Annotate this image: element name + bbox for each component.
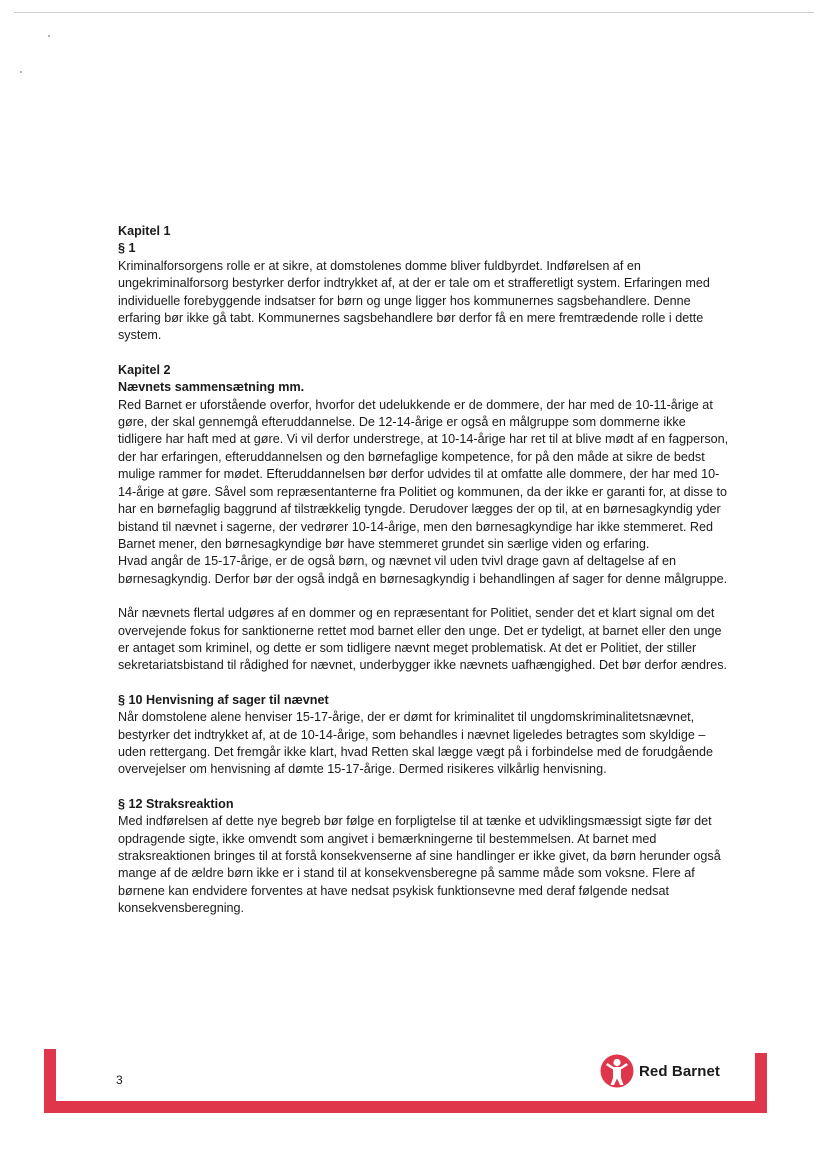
body-paragraph: Hvad angår de 15-17-årige, er de også børn, og nævnet vil uden tvivl drage gavn af deltagelse af en børnesagkyndig. Derfor bør der også indgå en børnesagkyndig i behandlingen af sager for denne målgruppe. xyxy=(118,554,728,586)
top-rule xyxy=(14,12,814,13)
red-barnet-child-icon xyxy=(599,1053,635,1089)
footer-accent-bar-bottom xyxy=(44,1101,767,1113)
body-paragraph: Kriminalforsorgens rolle er at sikre, at domstolenes domme bliver fuldbyrdet. Indførelsen af en ungekriminalforsorg bestyrker derfor indtrykket af, at der er tale om et strafferetligt system. Erfaringen med individuelle forebyggende indsatser for børn og unge ligger hos kommunernes sagsbehandlere. Denne erfaring bør ikke gå tabt. Kommunernes sagsbehandlere bør derfor få en mere fremtrædende rolle i dette system. xyxy=(118,258,710,343)
section-heading: Nævnets sammensætning mm. xyxy=(118,380,305,395)
body-paragraph: Med indførelsen af dette nye begreb bør følge en forpligtelse til at tænke et udviklingsmæssigt sigte før det opdragende sigte, ikke omvendt som angivet i bemærkningerne til bestemmelsen. At barnet med straksreaktionen bringes til at forstå konsekvenserne af sine handlinger er ikke givet, da børn herunder også mange af de ældre børn ikke er i stand til at konsekvensberegne på samme måde som voksne. Flere af børnene kan endvidere forventes at have nedsat psykisk funktionsevne med deraf følgende nedsat konsekvensberegning. xyxy=(118,814,721,916)
page-number: 3 xyxy=(116,1073,123,1087)
paragraph-heading: § 1 xyxy=(118,241,136,256)
body-paragraph: Når domstolene alene henviser 15-17-årige, der er dømt for kriminalitet til ungdomskriminalitetsnævnet, bestyrker det indtrykket af, at de 10-14-årige, som behandles i nævnet ligeledes betragtes som skyldige – uden rettergang. Det fremgår ikke klart, hvad Retten skal lægge vægt på i forbindelse med de forudgående overvejelser om henvisning af dømte 15-17-årige. Dermed risikeres vilkårlig henvisning. xyxy=(118,710,714,777)
red-barnet-logo xyxy=(599,1053,720,1089)
chapter-heading: Kapitel 2 xyxy=(118,362,171,377)
scan-speck xyxy=(48,35,50,37)
section-heading: § 10 Henvisning af sager til nævnet xyxy=(118,692,329,707)
chapter-heading: Kapitel 1 xyxy=(118,224,171,238)
logo-text: Red Barnet xyxy=(639,1062,721,1080)
document-body xyxy=(118,223,730,918)
body-paragraph: Red Barnet er uforstående overfor, hvorfor det udelukkende er de dommere, der har med de 10-11-årige at gøre, der skal gennemgå efteruddannelse. De 12-14-årige er også en målgruppe som dommerne ikke tidligere har haft med at gøre. Vi vil derfor understrege, at 10-14-årige har ret til at blive mødt af en fagperson, der har erfaringen, efteruddannelsen og den børnefaglige kompetence, for på den måde at sikre de bedst mulige rammer for mødet. Efteruddannelsen bør derfor udvides til at omfatte alle dommere, der har med 10-14-årige at gøre. Såvel som repræsentanterne fra Politiet og kommunen, da der ikke er garanti for, at disse to har en børnefaglig baggrund af tilstrækkelig tyngde. Derudover lægges der op til, at en børnesagkyndig yder bistand til nævnet i sagerne, der vedrører 10-14-årige, men den børnesagkyndige har ikke stemmeret. Red Barnet mener, den børnesagkyndige bør have stemmeret grundet sin særlige viden og erfaring. xyxy=(118,397,729,551)
body-paragraph: Når nævnets flertal udgøres af en dommer og en repræsentant for Politiet, sender det et klart signal om det overvejende fokus for sanktionerne rettet mod barnet eller den unge. Det er tydeligt, at barnet eller den unge er antaget som kriminel, og dette er som tidligere nævnt meget problematisk. At det er Politiet, der stiller sekretariatsbistand til rådighed for nævnet, underbygger ikke nævnets uafhængighed. Det bør derfor ændres. xyxy=(118,606,728,673)
scan-speck xyxy=(20,71,22,73)
section-heading: § 12 Straksreaktion xyxy=(118,796,234,811)
